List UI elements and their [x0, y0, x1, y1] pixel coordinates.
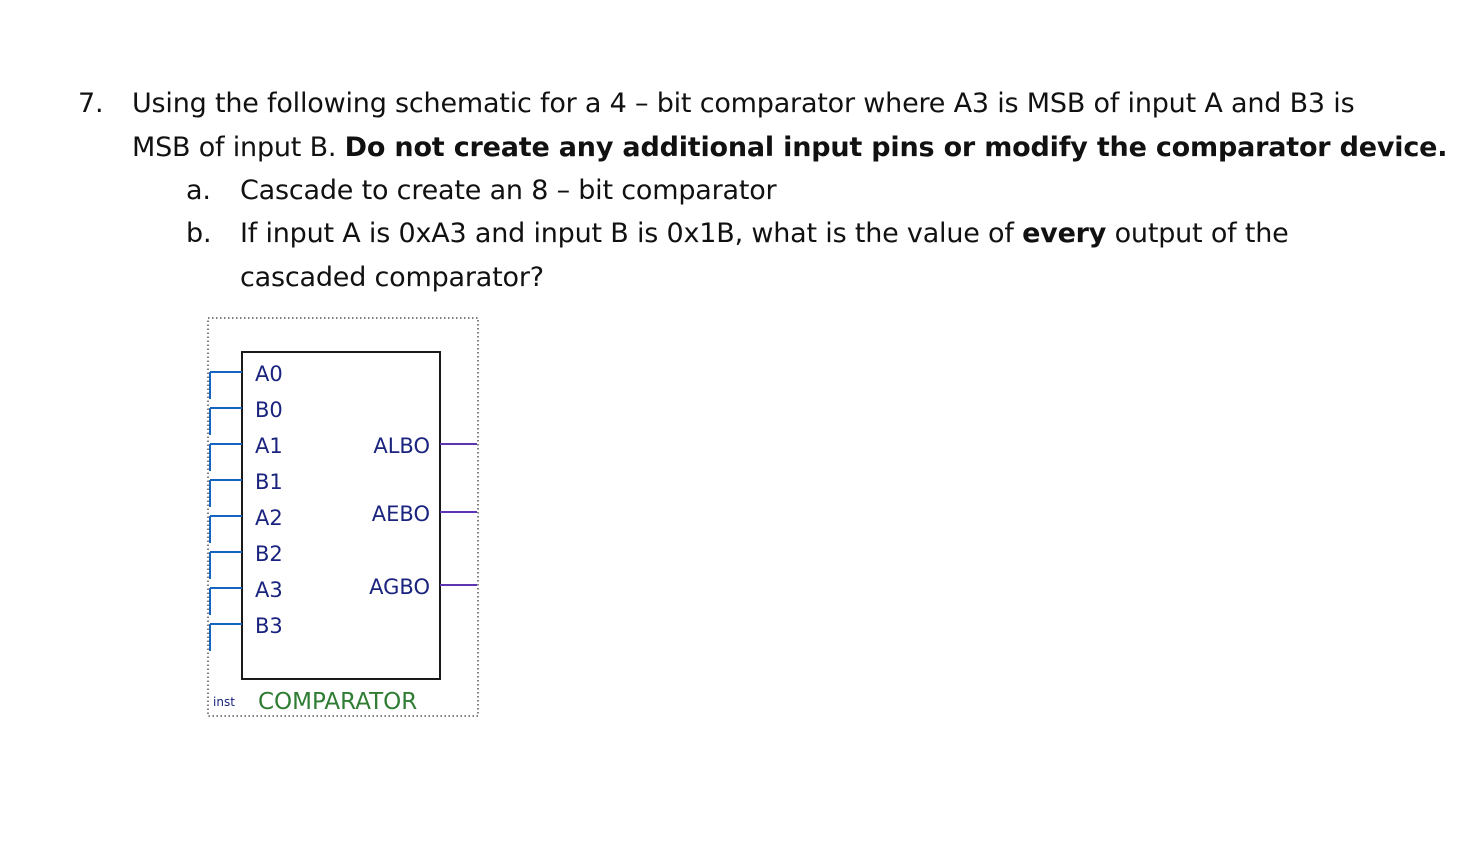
input-pin-label-a0: A0	[255, 362, 283, 386]
question-number: 7.	[78, 88, 104, 119]
input-pin-label-a2: A2	[255, 506, 283, 530]
part-b-bold-word: every	[1022, 218, 1107, 249]
output-pin-label-aebo: AEBO	[371, 502, 430, 526]
question-line-2	[132, 134, 1447, 161]
input-pin-label-b2: B2	[255, 542, 283, 566]
part-b-marker: b.	[186, 218, 212, 249]
part-b-text-2: output of the	[1106, 218, 1289, 249]
part-b-line-2: cascaded comparator?	[240, 262, 544, 293]
comparator-schematic	[200, 310, 490, 730]
part-a-marker: a.	[186, 175, 211, 206]
input-pin-label-a1: A1	[255, 434, 283, 458]
part-b-text	[240, 220, 1289, 247]
part-a-text: Cascade to create an 8 – bit comparator	[240, 175, 777, 206]
input-pin-label-b3: B3	[255, 614, 283, 638]
output-pin-label-albo: ALBO	[373, 434, 430, 458]
question-line-1: Using the following schematic for a 4 – bit comparator where A3 is MSB of input A and B3 is	[132, 88, 1355, 119]
device-name-label: COMPARATOR	[258, 689, 418, 715]
inst-label: inst	[213, 695, 235, 709]
input-pin-label-b1: B1	[255, 470, 283, 494]
part-b-text-1: If input A is 0xA3 and input B is 0x1B, what is the value of	[240, 218, 1023, 249]
input-pin-label-a3: A3	[255, 578, 283, 602]
output-pin-label-agbo: AGBO	[369, 575, 430, 599]
question-line-2-bold: Do not create any additional input pins or modify the comparator device.	[344, 132, 1448, 163]
question-line-2-plain: MSB of input B.	[132, 132, 345, 163]
input-pin-label-b0: B0	[255, 398, 283, 422]
